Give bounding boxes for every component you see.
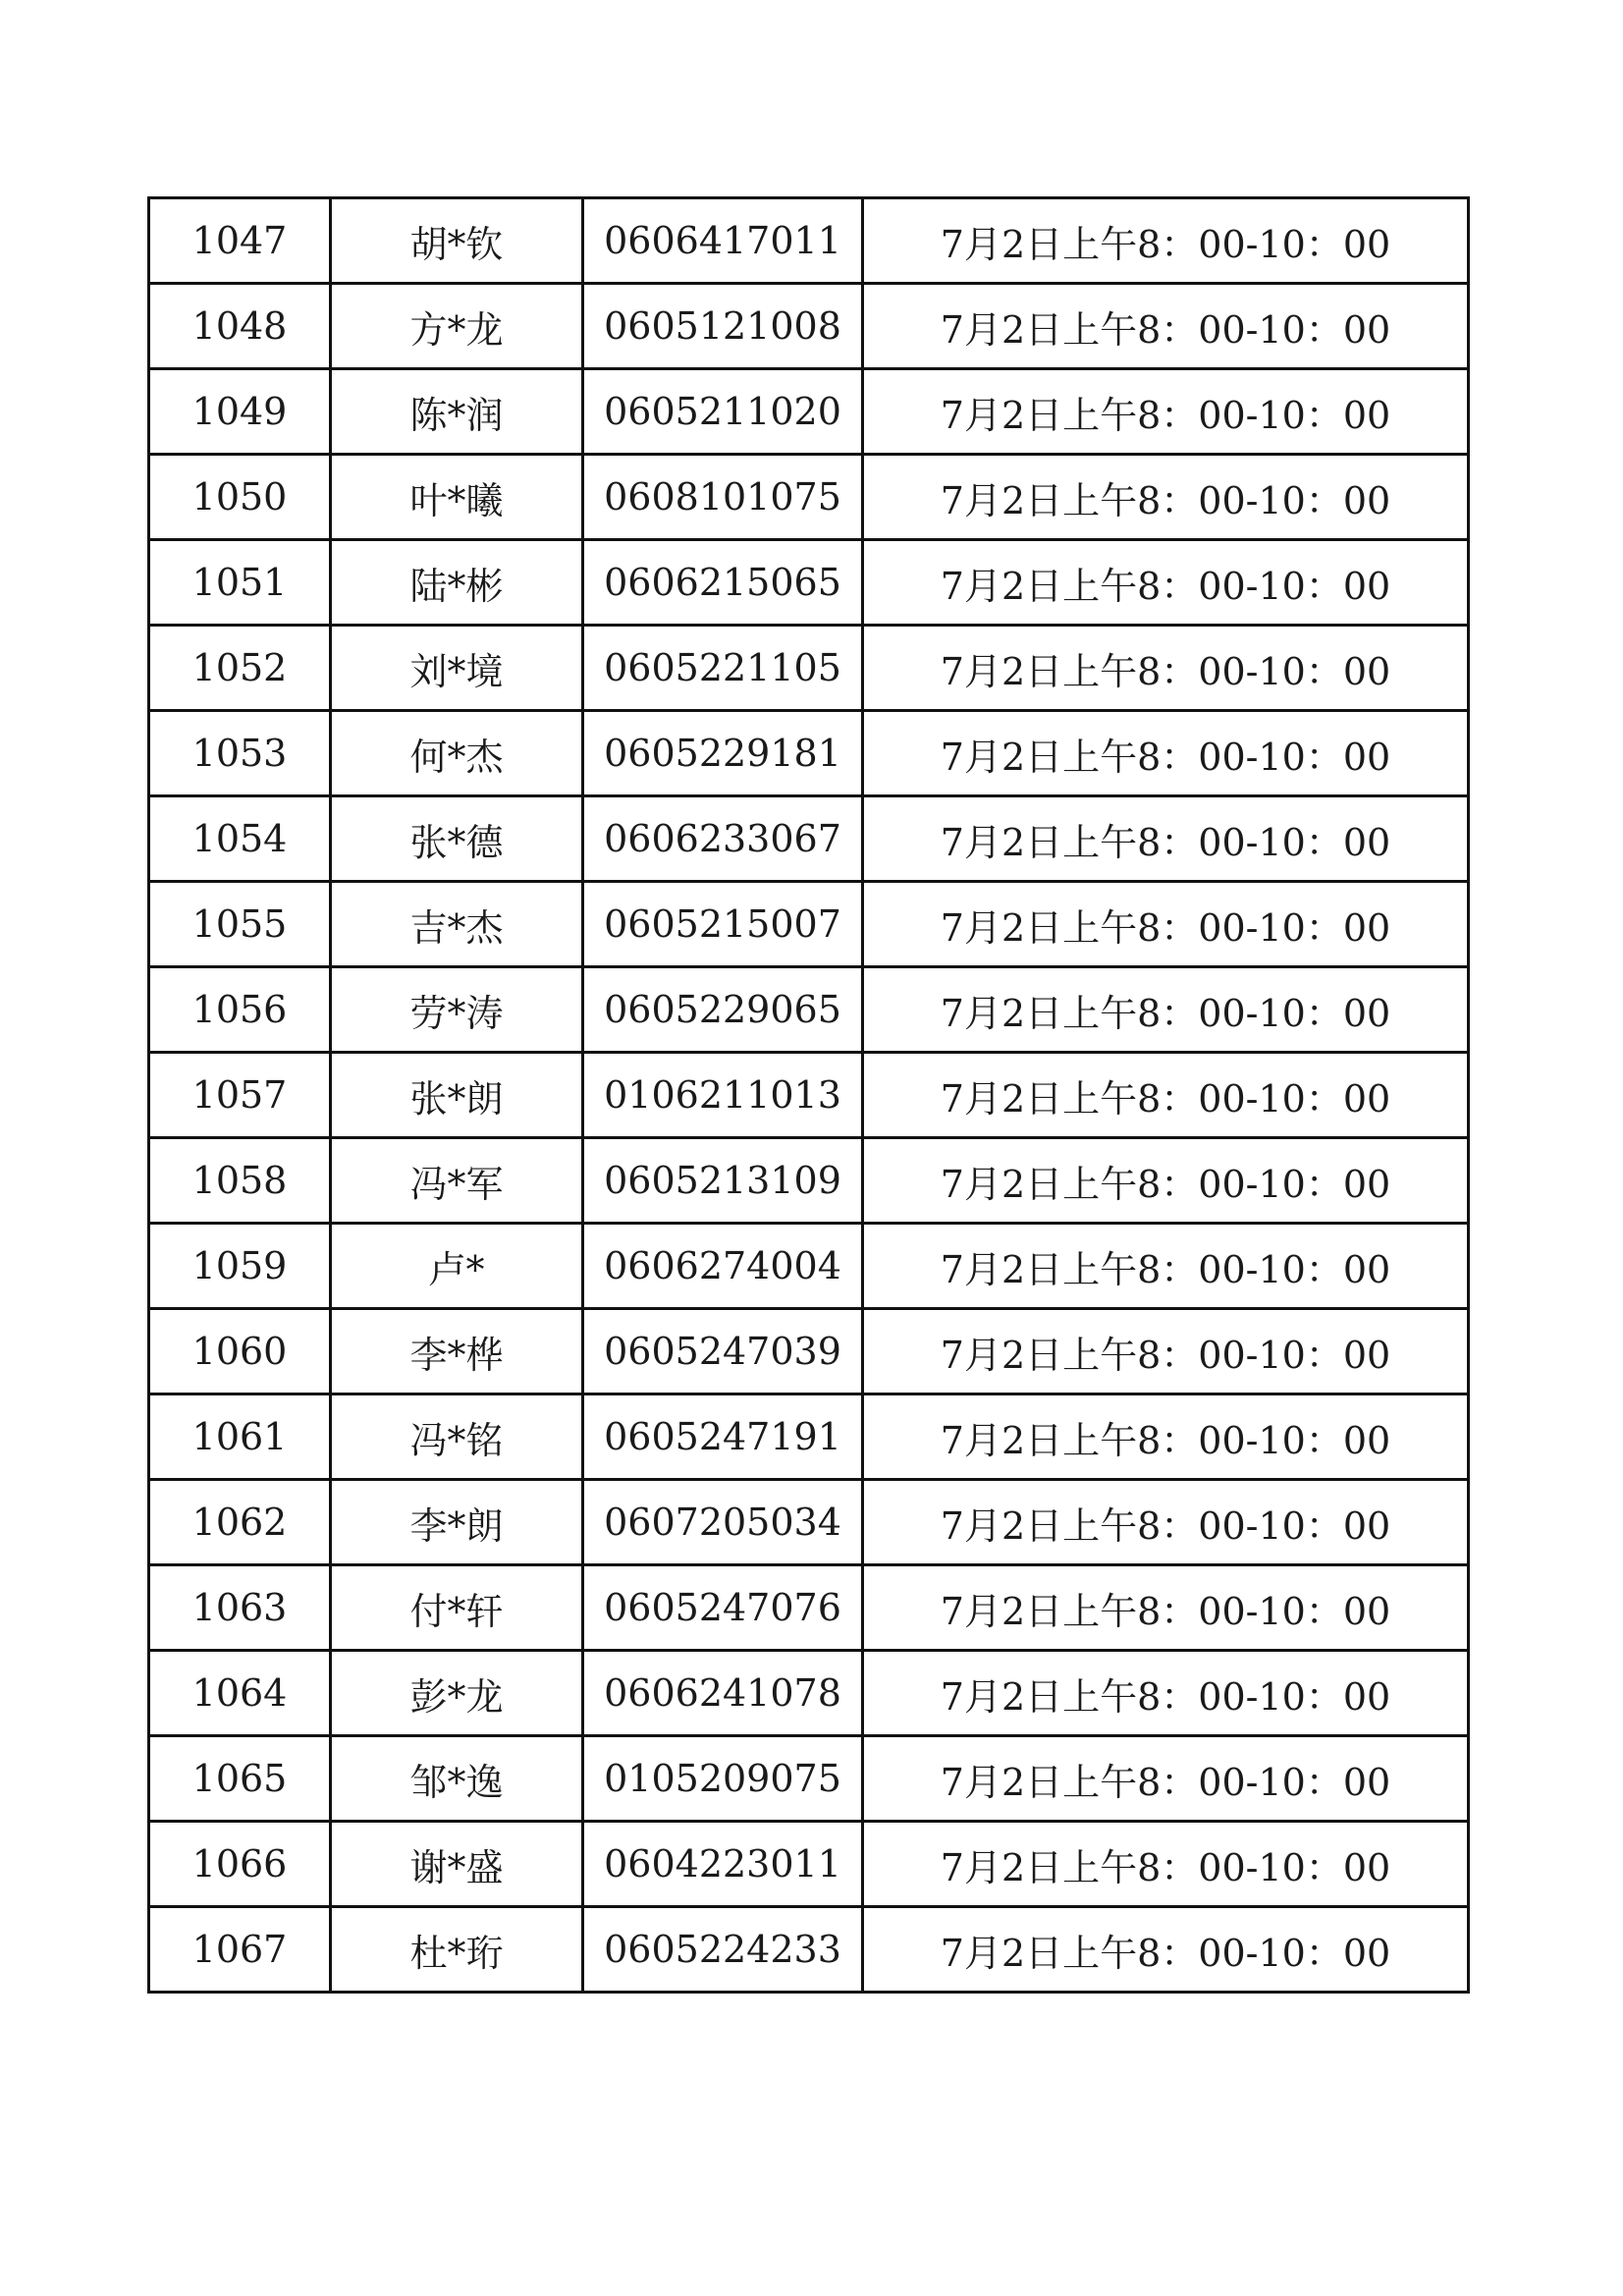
sequence-number-cell: 1062 <box>149 1480 331 1565</box>
id-number-cell: 0608101075 <box>583 455 863 540</box>
id-number-cell: 0106211013 <box>583 1053 863 1138</box>
sequence-number-cell: 1047 <box>149 198 331 284</box>
table-row <box>149 540 1469 626</box>
id-number-cell: 0606241078 <box>583 1651 863 1736</box>
id-number-cell: 0604223011 <box>583 1822 863 1907</box>
name-cell: 邹*逸 <box>331 1736 583 1822</box>
table-row <box>149 626 1469 711</box>
table-row <box>149 882 1469 967</box>
name-cell: 何*杰 <box>331 711 583 796</box>
id-number-cell: 0606215065 <box>583 540 863 626</box>
sequence-number-cell: 1067 <box>149 1907 331 1993</box>
name-cell: 卢* <box>331 1224 583 1309</box>
id-number-cell: 0606233067 <box>583 796 863 882</box>
sequence-number-cell: 1052 <box>149 626 331 711</box>
name-cell: 谢*盛 <box>331 1822 583 1907</box>
table-row <box>149 1736 1469 1822</box>
sequence-number-cell: 1058 <box>149 1138 331 1224</box>
name-cell: 付*轩 <box>331 1565 583 1651</box>
id-number-cell: 0606274004 <box>583 1224 863 1309</box>
name-cell: 张*朗 <box>331 1053 583 1138</box>
id-number-cell: 0605213109 <box>583 1138 863 1224</box>
id-number-cell: 0605247191 <box>583 1394 863 1480</box>
id-number-cell: 0605224233 <box>583 1907 863 1993</box>
sequence-number-cell: 1063 <box>149 1565 331 1651</box>
sequence-number-cell: 1059 <box>149 1224 331 1309</box>
time-slot-cell: 7月2日上午8：00-10：00 <box>863 1394 1469 1480</box>
time-slot-cell: 7月2日上午8：00-10：00 <box>863 1224 1469 1309</box>
name-cell: 方*龙 <box>331 284 583 369</box>
table-row <box>149 1309 1469 1394</box>
id-number-cell: 0607205034 <box>583 1480 863 1565</box>
name-cell: 彭*龙 <box>331 1651 583 1736</box>
sequence-number-cell: 1061 <box>149 1394 331 1480</box>
time-slot-cell: 7月2日上午8：00-10：00 <box>863 796 1469 882</box>
sequence-number-cell: 1066 <box>149 1822 331 1907</box>
roster-table <box>147 196 1470 1994</box>
table-row <box>149 284 1469 369</box>
id-number-cell: 0605229181 <box>583 711 863 796</box>
table-row <box>149 455 1469 540</box>
name-cell: 叶*曦 <box>331 455 583 540</box>
sequence-number-cell: 1050 <box>149 455 331 540</box>
time-slot-cell: 7月2日上午8：00-10：00 <box>863 1480 1469 1565</box>
id-number-cell: 0605221105 <box>583 626 863 711</box>
table-row <box>149 1565 1469 1651</box>
table-row <box>149 1053 1469 1138</box>
id-number-cell: 0605211020 <box>583 369 863 455</box>
time-slot-cell: 7月2日上午8：00-10：00 <box>863 455 1469 540</box>
table-row <box>149 1138 1469 1224</box>
table-row <box>149 1224 1469 1309</box>
time-slot-cell: 7月2日上午8：00-10：00 <box>863 967 1469 1053</box>
time-slot-cell: 7月2日上午8：00-10：00 <box>863 1907 1469 1993</box>
sequence-number-cell: 1055 <box>149 882 331 967</box>
sequence-number-cell: 1057 <box>149 1053 331 1138</box>
name-cell: 李*朗 <box>331 1480 583 1565</box>
time-slot-cell: 7月2日上午8：00-10：00 <box>863 369 1469 455</box>
sequence-number-cell: 1060 <box>149 1309 331 1394</box>
sequence-number-cell: 1056 <box>149 967 331 1053</box>
name-cell: 刘*境 <box>331 626 583 711</box>
sequence-number-cell: 1064 <box>149 1651 331 1736</box>
time-slot-cell: 7月2日上午8：00-10：00 <box>863 626 1469 711</box>
roster-table-body <box>149 198 1469 1993</box>
id-number-cell: 0605247039 <box>583 1309 863 1394</box>
sequence-number-cell: 1048 <box>149 284 331 369</box>
id-number-cell: 0605121008 <box>583 284 863 369</box>
name-cell: 张*德 <box>331 796 583 882</box>
name-cell: 冯*铭 <box>331 1394 583 1480</box>
name-cell: 冯*军 <box>331 1138 583 1224</box>
time-slot-cell: 7月2日上午8：00-10：00 <box>863 711 1469 796</box>
time-slot-cell: 7月2日上午8：00-10：00 <box>863 1138 1469 1224</box>
name-cell: 杜*珩 <box>331 1907 583 1993</box>
table-row <box>149 1394 1469 1480</box>
name-cell: 胡*钦 <box>331 198 583 284</box>
sequence-number-cell: 1065 <box>149 1736 331 1822</box>
time-slot-cell: 7月2日上午8：00-10：00 <box>863 540 1469 626</box>
table-row <box>149 198 1469 284</box>
id-number-cell: 0606417011 <box>583 198 863 284</box>
name-cell: 李*桦 <box>331 1309 583 1394</box>
time-slot-cell: 7月2日上午8：00-10：00 <box>863 1651 1469 1736</box>
table-row <box>149 1822 1469 1907</box>
id-number-cell: 0605215007 <box>583 882 863 967</box>
time-slot-cell: 7月2日上午8：00-10：00 <box>863 1309 1469 1394</box>
time-slot-cell: 7月2日上午8：00-10：00 <box>863 1736 1469 1822</box>
time-slot-cell: 7月2日上午8：00-10：00 <box>863 882 1469 967</box>
time-slot-cell: 7月2日上午8：00-10：00 <box>863 1565 1469 1651</box>
table-row <box>149 967 1469 1053</box>
id-number-cell: 0105209075 <box>583 1736 863 1822</box>
name-cell: 吉*杰 <box>331 882 583 967</box>
sequence-number-cell: 1049 <box>149 369 331 455</box>
time-slot-cell: 7月2日上午8：00-10：00 <box>863 198 1469 284</box>
name-cell: 劳*涛 <box>331 967 583 1053</box>
time-slot-cell: 7月2日上午8：00-10：00 <box>863 1822 1469 1907</box>
table-row <box>149 711 1469 796</box>
time-slot-cell: 7月2日上午8：00-10：00 <box>863 1053 1469 1138</box>
sequence-number-cell: 1054 <box>149 796 331 882</box>
table-row <box>149 369 1469 455</box>
time-slot-cell: 7月2日上午8：00-10：00 <box>863 284 1469 369</box>
id-number-cell: 0605229065 <box>583 967 863 1053</box>
id-number-cell: 0605247076 <box>583 1565 863 1651</box>
table-row <box>149 1907 1469 1993</box>
sequence-number-cell: 1053 <box>149 711 331 796</box>
name-cell: 陈*润 <box>331 369 583 455</box>
name-cell: 陆*彬 <box>331 540 583 626</box>
table-row <box>149 1480 1469 1565</box>
table-row <box>149 1651 1469 1736</box>
sequence-number-cell: 1051 <box>149 540 331 626</box>
table-row <box>149 796 1469 882</box>
